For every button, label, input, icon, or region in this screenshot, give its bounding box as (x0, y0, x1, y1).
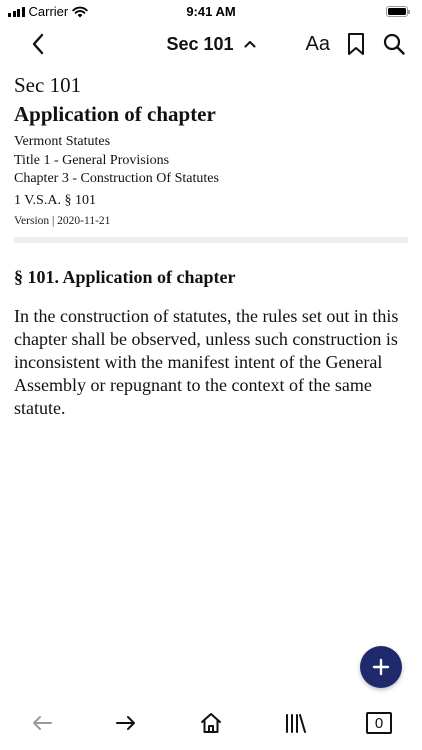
home-button[interactable] (196, 708, 226, 738)
tab-count-badge: 0 (366, 712, 392, 734)
breadcrumb-statutes[interactable]: Vermont Statutes (14, 134, 111, 149)
divider (14, 237, 408, 243)
carrier-label: Carrier (28, 4, 69, 19)
chevron-up-icon (244, 40, 256, 48)
library-icon (283, 712, 307, 734)
document-heading: Application of chapter (14, 102, 216, 126)
breadcrumb-chapter[interactable]: Chapter 3 - Construction Of Statutes (14, 171, 219, 186)
battery-icon (386, 6, 408, 17)
chevron-left-icon (31, 33, 45, 55)
history-back-button[interactable] (27, 708, 57, 738)
nav-title-toggle[interactable] (120, 30, 302, 58)
nav-actions (306, 30, 406, 58)
breadcrumb-title[interactable]: Title 1 - General Provisions (14, 152, 170, 168)
search-icon (383, 33, 405, 55)
nav-title: Sec 101 (166, 33, 234, 54)
plus-icon (372, 658, 390, 676)
home-icon (199, 711, 223, 735)
citation: 1 V.S.A. § 101 (14, 192, 96, 208)
document-content (14, 72, 408, 420)
nav-bar (0, 24, 422, 64)
status-time: 9:41 AM (186, 4, 236, 19)
font-size-button[interactable]: Aa (305, 32, 330, 55)
tabs-button[interactable] (364, 708, 394, 738)
back-button[interactable] (24, 30, 52, 58)
version-label: Version | 2020-11-21 (14, 214, 111, 227)
search-button[interactable] (382, 31, 406, 57)
bookmark-button[interactable] (344, 31, 368, 57)
add-button[interactable] (360, 646, 402, 688)
section-label: Sec 101 (14, 73, 82, 97)
bookmark-icon (347, 32, 365, 56)
section-title: § 101. Application of chapter (14, 266, 236, 287)
arrow-right-icon (115, 715, 137, 731)
section-body: In the construction of statutes, the rules set out in this chapter shall be observed, unless such construction is inconsistent with the manifest intent of the General Assembly or repugnant to the context of the same statute. (14, 305, 399, 418)
history-forward-button[interactable] (111, 708, 141, 738)
bottom-toolbar (0, 706, 422, 740)
library-button[interactable] (280, 708, 310, 738)
arrow-left-icon (31, 715, 53, 731)
status-bar (0, 0, 422, 22)
